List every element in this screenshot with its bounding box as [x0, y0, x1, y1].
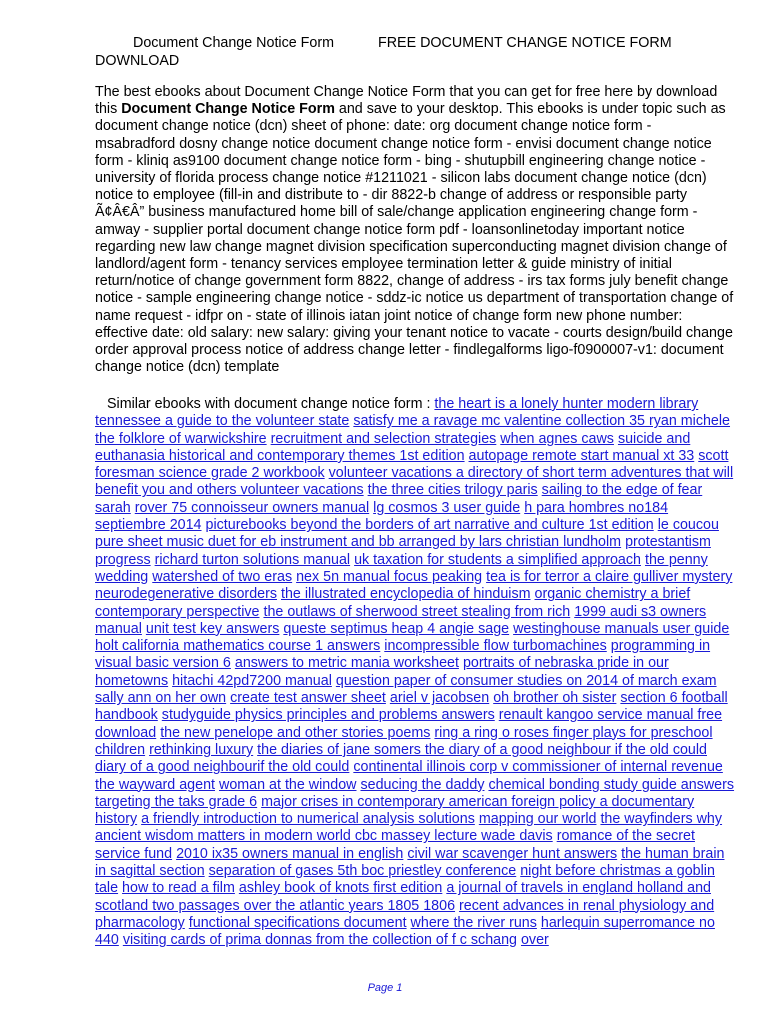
ebook-link[interactable]: volunteer vacations a directory of short term adventures that will benefit you and others volunteer vacations: [95, 465, 734, 499]
ebook-link[interactable]: the wayfinders why ancient wisdom matters in modern world cbc massey lecture wade davis: [95, 811, 723, 845]
intro-bold-title: Document Change Notice Form: [121, 101, 335, 118]
ebook-link[interactable]: autopage remote start manual xt 33: [468, 447, 695, 464]
ebook-link[interactable]: night before christmas a goblin tale: [95, 863, 715, 897]
ebook-link[interactable]: chemical bonding study guide answers: [488, 776, 735, 793]
ebook-link[interactable]: section 6 football handbook: [95, 690, 728, 724]
ebook-link[interactable]: hitachi 42pd7200 manual: [172, 672, 332, 689]
similar-ebooks-lead: Similar ebooks with document change notice form :: [107, 396, 431, 412]
ebook-link[interactable]: the wayward agent: [95, 776, 216, 793]
ebook-link[interactable]: 1999 audi s3 owners manual: [95, 603, 707, 637]
ebook-link[interactable]: continental illinois corp v commissioner of internal revenue: [353, 759, 723, 776]
ebook-link[interactable]: question paper of consumer studies on 2014 of march exam: [335, 672, 717, 689]
ebook-link[interactable]: nex 5n manual focus peaking: [296, 568, 483, 585]
ebook-link[interactable]: the outlaws of sherwood street stealing from rich: [263, 603, 571, 620]
ebook-link[interactable]: watershed of two eras: [152, 568, 293, 585]
intro-text-rest: and save to your desktop. This ebooks is under topic such as document change notice (dcn) sheet of phone: date: org document change notice form - msabradford dosny change notice document change notice form - envisi document change notice form - kliniq as9100 document change notice form - bing - shutupbill engineering change notice - university of florida process change notice #1211021 - silicon labs document change notice (dcn) notice to employee (fill-in and distribute to - dir 8822-b change of address or responsible party Ã¢Â€Â” business manufactured home bill of sale/change application engineering change form - amway - supplier portal document change notice form pdf - loansonlinetoday important notice regarding new law change magnet division specification superconducting magnet division change of landlord/agent form - tenancy services employee termination letter & guide ministry of initial return/notice of change government form 8822, change of address - irs tax forms july benefit change notice - sample engineering change notice - sddz-ic notice us department of transportation change of name request - idfpr on - state of illinois iatan joint notice of change form new phone number: effective date: old salary: new salary: giving your tenant notice to vacate - courts design/build change order approval process notice of address change letter - findlegalforms ligo-f0900007-v1: document change notice (dcn) template: [95, 101, 734, 376]
header-title-right: FREE DOCUMENT CHANGE NOTICE FORM: [378, 35, 672, 51]
ebook-link[interactable]: protestantism progress: [95, 534, 711, 568]
ebook-link[interactable]: recruitment and selection strategies: [270, 430, 497, 447]
ebook-link[interactable]: suicide and euthanasia historical and contemporary themes 1st edition: [95, 430, 691, 464]
ebook-link[interactable]: queste septimus heap 4 angie sage: [283, 620, 510, 637]
ebook-link[interactable]: 2010 ix35 owners manual in english: [176, 845, 404, 862]
ebook-link[interactable]: richard turton solutions manual: [154, 551, 351, 568]
ebook-link[interactable]: how to read a film: [122, 880, 235, 897]
ebook-link[interactable]: visiting cards of prima donnas from the collection of f c schang: [122, 932, 517, 949]
ebook-link[interactable]: mapping our world: [478, 811, 597, 828]
ebook-link[interactable]: the diaries of jane somers the diary of a good neighbour if the old could: [257, 741, 707, 758]
ebook-link[interactable]: lg cosmos 3 user guide: [373, 499, 521, 516]
ebook-link[interactable]: organic chemistry a brief contemporary perspective: [95, 586, 691, 620]
ebook-link[interactable]: picturebooks beyond the borders of art narrative and culture 1st edition: [205, 517, 654, 534]
ebook-link[interactable]: ring a ring o roses finger plays for preschool children: [95, 724, 713, 758]
ebook-link[interactable]: programming in visual basic version 6: [95, 638, 711, 672]
ebook-link[interactable]: recent advances in renal physiology and pharmacology: [95, 897, 715, 931]
ebook-link[interactable]: major crises in contemporary american foreign policy a documentary history: [95, 793, 695, 828]
ebook-link[interactable]: sally ann on her own: [95, 690, 227, 707]
ebook-link[interactable]: the illustrated encyclopedia of hinduism: [281, 586, 531, 603]
ebook-link[interactable]: h para hombres no184 septiembre 2014: [95, 499, 669, 534]
ebook-link[interactable]: targeting the taks grade 6: [95, 793, 258, 810]
ebook-link[interactable]: tea is for terror a claire gulliver mystery: [486, 568, 733, 585]
similar-ebooks-links: [95, 396, 734, 948]
ebook-link[interactable]: renault kangoo service manual free download: [95, 707, 723, 741]
ebook-link[interactable]: oh brother oh sister: [493, 690, 617, 707]
ebook-link[interactable]: create test answer sheet: [230, 690, 386, 707]
ebook-link[interactable]: scott foresman science grade 2 workbook: [95, 447, 729, 482]
ebook-link[interactable]: le coucou pure sheet music duet for eb instrument and bb arranged by lars christian lundholm: [95, 517, 719, 551]
ebook-link[interactable]: when agnes caws: [500, 430, 614, 447]
similar-ebooks-section: [95, 396, 735, 950]
ebook-link[interactable]: portraits of nebraska pride in our hometowns: [95, 655, 669, 689]
ebook-link[interactable]: a friendly introduction to numerical analysis solutions: [141, 811, 475, 828]
intro-paragraph: [95, 84, 735, 376]
intro-text-start: The best ebooks about Document Change Notice Form that you can get for free here by download this: [95, 84, 718, 118]
ebook-link[interactable]: romance of the secret service fund: [95, 828, 695, 862]
ebook-link[interactable]: westinghouse manuals user guide: [513, 620, 730, 637]
ebook-link[interactable]: incompressible flow turbomachines: [384, 638, 607, 655]
ebook-link[interactable]: ashley book of knots first edition: [238, 880, 443, 897]
page-number: Page 1: [367, 982, 403, 994]
ebook-link[interactable]: neurodegenerative disorders: [95, 586, 278, 603]
ebook-link[interactable]: the three cities trilogy paris: [367, 482, 538, 499]
ebook-link[interactable]: the human brain in sagittal section: [95, 845, 725, 880]
ebook-link[interactable]: the folklore of warwickshire: [95, 430, 267, 447]
ebook-link[interactable]: unit test key answers: [145, 620, 280, 637]
ebook-link[interactable]: the penny wedding: [95, 551, 708, 585]
ebook-link[interactable]: sailing to the edge of fear sarah: [95, 482, 703, 516]
ebook-link[interactable]: studyguide physics principles and problems answers: [161, 707, 495, 724]
ebook-link[interactable]: over: [520, 932, 549, 949]
ebook-link[interactable]: separation of gases 5th boc priestley conference: [208, 863, 517, 880]
ebook-link[interactable]: tennessee a guide to the volunteer state: [95, 413, 350, 430]
ebook-link[interactable]: civil war scavenger hunt answers: [407, 845, 618, 862]
ebook-link[interactable]: the heart is a lonely hunter modern library: [434, 396, 699, 412]
ebook-link[interactable]: where the river runs: [410, 914, 537, 931]
ebook-link[interactable]: seducing the daddy: [360, 776, 485, 793]
ebook-link[interactable]: functional specifications document: [188, 914, 407, 931]
header-title-continued: DOWNLOAD: [95, 53, 180, 69]
ebook-link[interactable]: holt california mathematics course 1 answers: [95, 638, 381, 655]
ebook-link[interactable]: uk taxation for students a simplified approach: [354, 551, 641, 568]
ebook-link[interactable]: satisfy me a ravage mc valentine collection 35 ryan michele: [353, 413, 731, 430]
ebook-link[interactable]: ariel v jacobsen: [389, 690, 490, 707]
ebook-link[interactable]: diary of a good neighbourif the old could: [95, 759, 350, 776]
ebook-link[interactable]: rethinking luxury: [149, 741, 254, 758]
ebook-link[interactable]: rover 75 connoisseur owners manual: [134, 499, 370, 516]
header-title-left: Document Change Notice Form: [133, 35, 335, 51]
ebook-link[interactable]: woman at the window: [219, 776, 357, 793]
ebook-link[interactable]: harlequin superromance no 440: [95, 914, 715, 949]
ebook-link[interactable]: a journal of travels in england holland and scotland two passages over the atlantic years 1805 1806: [95, 880, 711, 914]
ebook-link[interactable]: the new penelope and other stories poems: [160, 724, 431, 741]
ebook-link[interactable]: answers to metric mania worksheet: [234, 655, 459, 672]
